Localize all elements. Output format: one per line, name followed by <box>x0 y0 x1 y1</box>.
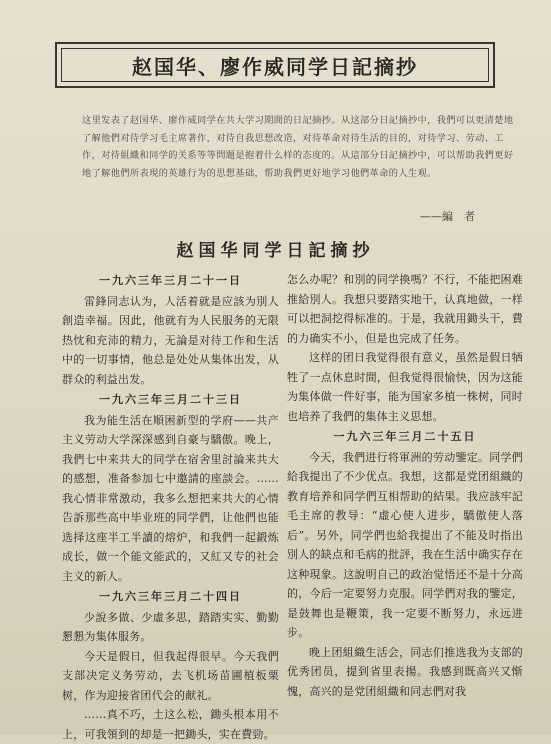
right-text-column <box>287 270 523 701</box>
diary-paragraph: 晚上团組織生活会，同志们推选我为支部的优秀团员，提到省里表揚。我感到既高兴又惭愧，高兴的是党团組織和同志們对我 <box>287 645 523 698</box>
diary-paragraph: 今天，我們进行将軍洲的劳动鑒定。同学們給我提出了不少优点。我想，这都是党团組織的教育培养和同学們互相帮助的結果。我应該牢記毛主席的教导：“虛心使人进步，驕傲使人落后”。另外，同学們也給我提出了不能及时指出別人的缺点和毛病的批評，我在生活中确实存在这种現象。这說明自己的政治觉悟还不是十分高的，今后一定要努力克服。同学們对我的鑒定，是鼓舞也是鞭策，我一定要不断努力，永远进步。 <box>287 450 523 639</box>
diary-section-title: 赵国华同学日記摘抄 <box>176 241 375 261</box>
article-title-box <box>55 42 495 88</box>
diary-paragraph: 今天是假日，但我起得很早。今天我們支部决定义务劳动，去飞机场苗圃植板栗树，作为迎接省团代会的献礼。 <box>62 649 279 702</box>
editor-signature: ——編 者 <box>420 210 475 223</box>
article-title: 赵国华、廖作威同学日記摘抄 <box>132 54 418 79</box>
editor-introduction: 这里发表了赵国华、廖作威同学在共大学习期間的日記摘抄。从这部分日記摘抄中，我們可以更清楚地了解他們对待学习毛主席著作，对待自我思想改造，对待革命对待生活的目的，对待学习、劳动、工作，对待組織和同学的关系等等問題是抱着什么样的态度的。从這部分日記摘抄中，可以帮助我們更好地了解他們所表現的英雄行为的思想基础，帮助我們更好地学习他們革命的人生观。 <box>82 115 514 179</box>
diary-paragraph: 怎么办呢？和別的同学換嗎？不行，不能把困难推給別人。我想只要踏实地干，认真地做，一样可以把洞挖得标准的。于是，我就用鋤头干，費的力确实不小，但是也完成了任务。 <box>287 273 523 345</box>
diary-entry-date: 一九六三年三月二十三日 <box>99 393 242 406</box>
diary-paragraph: 我为能生活在順困新型的学府——共产主义劳动大学深深感到自豪与驕傲。晚上，我們七中来共大的同学在宿舍里討論来共大的感想，准备参加七中邀請的座談会。……我心情非常激动，我多么想把来共大的心情告訴那些高中毕业班的同学們，让他們也能选择这座半工半讀的熔炉，和我們一起鍛炼成长，做一个能文能武的，又紅又专的社会主义的新人。 <box>62 413 279 583</box>
diary-entry-date: 一九六三年三月二十四日 <box>99 590 242 603</box>
diary-paragraph: 这样的团日我觉得很有意义，虽然是假日牺牲了一点休息时間，但我觉得很愉快，因为这能为集体做一件好事，能为国家多植一株树，同时也培养了我們的集体主义思想。 <box>287 351 523 423</box>
diary-paragraph: 雷鋒同志认为，人活着就是应該为別人創造幸福。因此，他就有为人民服务的无限热忱和充沛的精力，无論是对待工作和生活中的一切事情，他总是处处从集体出发，从群众的利益出发。 <box>62 294 279 386</box>
diary-paragraph: ……真不巧，土这么松，鋤头根本用不上，可我領到的却是一把鋤头，实在費勁。 <box>62 708 279 741</box>
diary-entry-date: 一九六三年三月二十五日 <box>333 430 477 443</box>
left-text-column <box>62 270 279 744</box>
diary-paragraph: 少說多做、少虛多思，踏踏实实、勤勤懇懇为集体服务。 <box>62 610 279 643</box>
diary-entry-date: 一九六三年三月二十一日 <box>99 274 242 287</box>
